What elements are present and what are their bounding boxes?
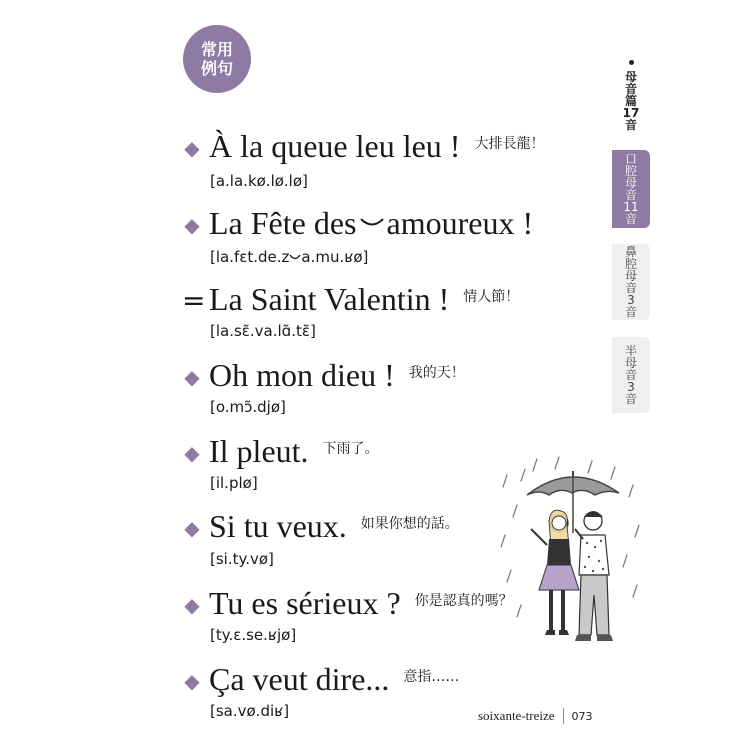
diamond-bullet-icon: ◆ xyxy=(184,593,200,617)
chinese-translation: 我的天！ xyxy=(408,365,465,381)
tab-semi-vowels[interactable]: 半 母 音 3 音 xyxy=(612,337,650,413)
footer-divider xyxy=(563,708,564,724)
equals-bullet-icon: = xyxy=(182,284,206,317)
phrase-row xyxy=(182,357,465,393)
french-phrase: Il pleut. xyxy=(209,433,309,469)
diamond-bullet-icon: ◆ xyxy=(184,365,200,389)
tab-nasal-vowels[interactable]: 鼻 腔 母 音 3 音 xyxy=(612,244,650,320)
diamond-bullet-icon: ◆ xyxy=(184,669,200,693)
chinese-translation: 下雨了。 xyxy=(322,441,379,457)
chinese-translation: 情人節！ xyxy=(463,289,520,305)
ipa-transcription: [si.ty.vø] xyxy=(210,550,274,568)
phrase-row xyxy=(182,661,459,697)
french-phrase-part-2: amoureux ! xyxy=(386,205,534,241)
french-phrase-part-1: La Fête des xyxy=(209,205,357,241)
page-number: 073 xyxy=(571,709,593,723)
ipa-transcription: [o.mɔ̃.djø] xyxy=(210,398,286,416)
french-phrase: Ça veut dire... xyxy=(209,661,390,697)
tab-vowels-17[interactable]: 母 音 篇 17 音 xyxy=(612,60,650,140)
diamond-bullet-icon: ◆ xyxy=(184,441,200,465)
liaison-icon xyxy=(359,216,385,230)
chinese-translation: 意指…… xyxy=(403,669,460,685)
phrase-row xyxy=(182,128,544,164)
liaison-icon xyxy=(289,252,301,262)
tab-oral-vowels[interactable]: 口 腔 母 音 11 音 xyxy=(612,150,650,228)
ipa-transcription: [ty.ɛ.se.ʁjø] xyxy=(210,626,297,644)
dot-icon xyxy=(629,60,634,65)
phrase-row xyxy=(182,281,519,317)
diamond-bullet-icon: ◆ xyxy=(184,213,200,237)
french-phrase: À la queue leu leu ! xyxy=(209,128,461,164)
chinese-translation: 你是認真的嗎？ xyxy=(414,593,513,609)
phrase-row xyxy=(182,585,513,621)
page-footer xyxy=(478,708,593,724)
ipa-transcription: [a.la.kø.lø.lø] xyxy=(210,172,308,190)
chinese-translation: 大排長龍！ xyxy=(474,136,545,152)
page-number-word: soixante-treize xyxy=(478,708,555,723)
french-phrase: Oh mon dieu ! xyxy=(209,357,395,393)
couple-under-umbrella-illustration xyxy=(497,455,647,655)
french-phrase: Tu es sérieux ? xyxy=(209,585,401,621)
ipa-transcription xyxy=(210,248,368,266)
diamond-bullet-icon: ◆ xyxy=(184,516,200,540)
ipa-part-2: a.mu.ʁø] xyxy=(301,248,369,266)
french-phrase: Si tu veux. xyxy=(209,508,347,544)
phrase-row xyxy=(182,508,459,544)
ipa-transcription: [sa.vø.diʁ] xyxy=(210,702,290,720)
chinese-translation: 如果你想的話。 xyxy=(360,516,459,532)
french-phrase: La Saint Valentin ! xyxy=(209,281,450,317)
phrase-row xyxy=(182,205,533,241)
ipa-transcription: [il.plø] xyxy=(210,474,258,492)
badge-line-1: 常用 xyxy=(200,40,233,59)
ipa-transcription: [la.sɛ̃.va.lɑ̃.tɛ̃] xyxy=(210,322,316,340)
phrase-row xyxy=(182,433,379,469)
section-badge xyxy=(183,25,251,93)
diamond-bullet-icon: ◆ xyxy=(184,136,200,160)
badge-line-2: 例句 xyxy=(200,59,233,78)
ipa-part-1: [la.fɛt.de.z xyxy=(210,248,290,266)
